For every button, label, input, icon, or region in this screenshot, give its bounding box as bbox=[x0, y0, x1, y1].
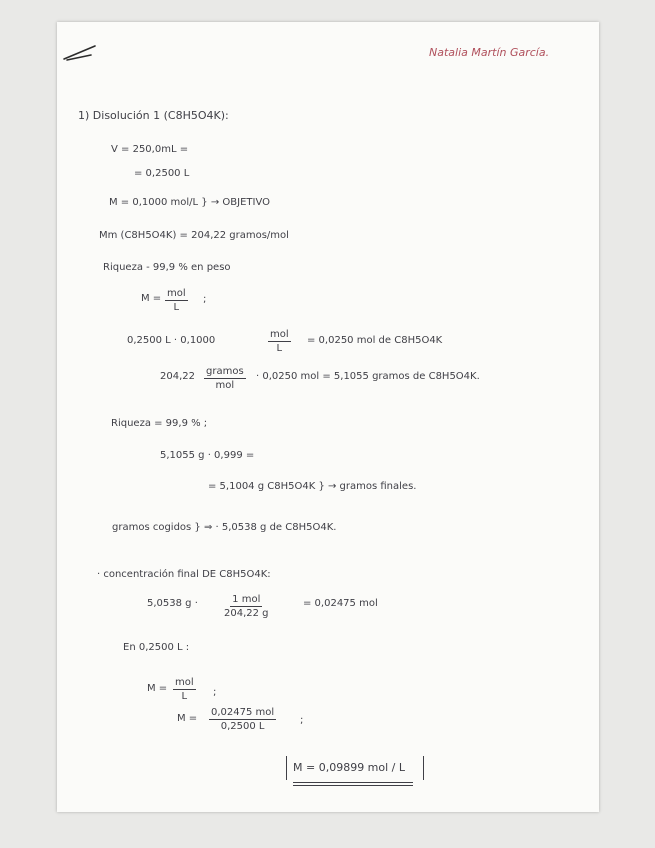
fraction-denominator: L bbox=[181, 691, 188, 702]
purity-correction-line: 5,1055 g · 0,999 = bbox=[160, 450, 255, 461]
final-moles-lhs: 5,0538 g · bbox=[147, 598, 198, 609]
one-mol-per-molar-mass-fraction bbox=[222, 593, 271, 620]
final-molarity-result: M = 0,09899 mol / L bbox=[293, 761, 406, 774]
volume-l-line: = 0,2500 L bbox=[134, 168, 190, 179]
molarity-formula-semicolon: ; bbox=[203, 294, 207, 305]
fraction-denominator: L bbox=[276, 343, 283, 354]
fraction-numerator: gramos bbox=[206, 366, 244, 377]
fraction-numerator: 0,02475 mol bbox=[211, 707, 275, 718]
molarity-formula-prefix-3: M = bbox=[177, 713, 198, 724]
fraction-numerator: mol bbox=[270, 329, 289, 340]
pencil-stroke-mark bbox=[61, 43, 101, 63]
molarity-formula-semicolon-3: ; bbox=[300, 715, 304, 726]
moles-calculation-lhs: 0,2500 L · 0,1000 bbox=[127, 335, 216, 346]
final-grams-line: = 5,1004 g C8H5O4K } → gramos finales. bbox=[208, 481, 417, 492]
author-name: Natalia Martín García. bbox=[429, 46, 550, 59]
grams-calculation-rhs: · 0,0250 mol = 5,1055 gramos de C8H5O4K. bbox=[256, 371, 480, 382]
molarity-formula-semicolon-2: ; bbox=[213, 687, 217, 698]
result-double-underline bbox=[293, 782, 413, 786]
fraction-denominator: L bbox=[173, 302, 180, 313]
molarity-target-line: M = 0,1000 mol/L } → OBJETIVO bbox=[109, 197, 270, 208]
molar-mass-line: Mm (C8H5O4K) = 204,22 gramos/mol bbox=[99, 230, 289, 241]
final-result-box bbox=[286, 756, 424, 780]
fraction-numerator: mol bbox=[175, 677, 194, 688]
purity-line: Riqueza - 99,9 % en peso bbox=[103, 262, 231, 273]
final-moles-rhs: = 0,02475 mol bbox=[303, 598, 378, 609]
volume-context-line: En 0,2500 L : bbox=[123, 642, 190, 653]
mol-per-liter-fraction-crossed bbox=[268, 328, 291, 355]
fraction-numerator: 1 mol bbox=[232, 594, 261, 605]
moles-calculation-rhs: = 0,0250 mol de C8H5O4K bbox=[307, 335, 443, 346]
fraction-denominator: mol bbox=[215, 380, 235, 391]
fraction-denominator: 0,2500 L bbox=[220, 721, 265, 732]
moles-over-volume-fraction bbox=[209, 706, 276, 733]
mol-per-liter-fraction-2 bbox=[173, 676, 196, 703]
molarity-formula-prefix-2: M = bbox=[147, 683, 168, 694]
mol-per-liter-fraction bbox=[165, 287, 188, 314]
volume-ml-line: V = 250,0mL = bbox=[111, 144, 189, 155]
final-concentration-heading: · concentración final DE C8H5O4K: bbox=[97, 569, 271, 580]
grams-per-mol-fraction bbox=[204, 365, 246, 392]
purity-restated: Riqueza = 99,9 % ; bbox=[111, 418, 208, 429]
section-heading: 1) Disolución 1 (C8H5O4K): bbox=[78, 109, 229, 122]
molarity-formula-prefix: M = bbox=[141, 293, 162, 304]
fraction-numerator: mol bbox=[167, 288, 186, 299]
grams-calculation-lhs: 204,22 bbox=[160, 371, 195, 382]
grams-taken-line: gramos cogidos } ⇒ · 5,0538 g de C8H5O4K. bbox=[112, 522, 337, 533]
notebook-page bbox=[57, 22, 599, 812]
fraction-denominator: 204,22 g bbox=[224, 608, 269, 619]
